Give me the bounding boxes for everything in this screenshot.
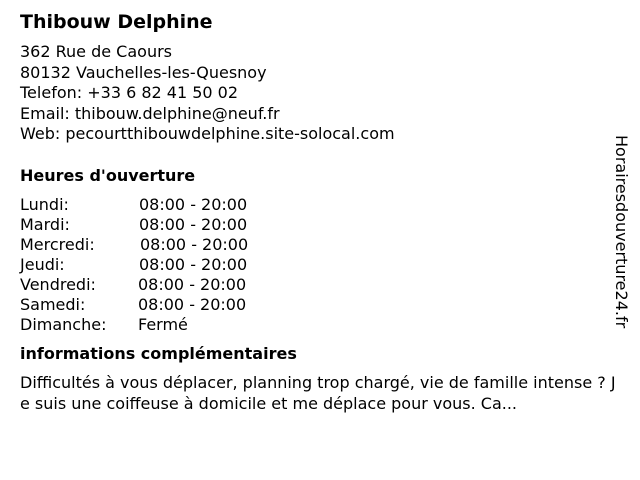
email-line: Email: thibouw.delphine@neuf.fr xyxy=(20,103,280,123)
hours-row-mercredi xyxy=(20,235,620,255)
hours-day: Samedi: xyxy=(20,294,86,314)
opening-hours-table xyxy=(20,195,620,335)
site-credit: Horairesdouverture24.fr xyxy=(612,135,631,329)
hours-day: Vendredi: xyxy=(20,274,96,294)
hours-time: 08:00 - 20:00 xyxy=(139,194,248,214)
hours-time: 08:00 - 20:00 xyxy=(138,294,247,314)
business-name: Thibouw Delphine xyxy=(20,11,213,33)
hours-time: Fermé xyxy=(138,314,188,334)
additional-info-text: Difficultés à vous déplacer, planning trop chargé, vie de famille intense ? Je suis une coiffeuse à domicile et me déplace pour vous. Ca... xyxy=(20,372,616,413)
hours-row-dimanche xyxy=(20,315,620,335)
hours-time: 08:00 - 20:00 xyxy=(139,214,248,234)
hours-row-jeudi xyxy=(20,255,620,275)
address-city: 80132 Vauchelles-les-Quesnoy xyxy=(20,62,267,82)
business-details xyxy=(20,10,620,414)
hours-time: 08:00 - 20:00 xyxy=(139,254,248,274)
hours-day: Jeudi: xyxy=(20,254,65,274)
hours-day: Mercredi: xyxy=(20,234,95,254)
hours-day: Lundi: xyxy=(20,194,69,214)
hours-row-lundi xyxy=(20,195,620,215)
opening-hours-heading: Heures d'ouverture xyxy=(20,165,196,185)
hours-time: 08:00 - 20:00 xyxy=(138,274,247,294)
hours-row-vendredi xyxy=(20,275,620,295)
hours-day: Mardi: xyxy=(20,214,70,234)
web-line: Web: pecourtthibouwdelphine.site-solocal.com xyxy=(20,124,395,143)
hours-row-mardi xyxy=(20,215,620,235)
address-street: 362 Rue de Caours xyxy=(20,42,172,61)
hours-row-samedi xyxy=(20,295,620,315)
additional-info-heading: informations complémentaires xyxy=(20,343,297,363)
phone-line: Telefon: +33 6 82 41 50 02 xyxy=(20,83,239,102)
hours-day: Dimanche: xyxy=(20,314,107,334)
hours-time: 08:00 - 20:00 xyxy=(140,234,249,254)
